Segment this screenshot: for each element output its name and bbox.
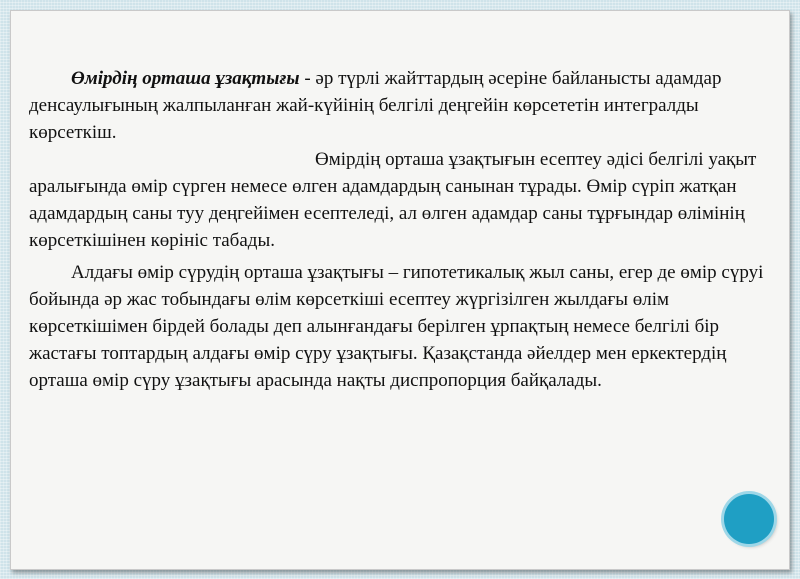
paragraph-life-expectancy-definition [29, 65, 785, 254]
definition-text: - әр түрлі жайттардың әсеріне байланысты адамдар денсаулығының жалпыланған жай-күйінің белгілі деңгейін көрсететін интегралды көрсеткіш. [29, 68, 722, 143]
content-panel [10, 10, 790, 570]
term-life-expectancy: Өмірдің орташа ұзақтығы [71, 68, 300, 89]
method-text: Өмірдің орташа ұзақтығын есептеу әдісі белгілі уақыт аралығында өмір сүрген немесе өлген адамдардың санынан тұрады. Өмір сүріп жатқан адамдардың саны туу деңгейімен есептеледі, ал өлген адамдар саны тұрғындар өлімінің көрсеткішінен көрініс табады. [29, 149, 757, 251]
slide-body [29, 65, 785, 394]
decorative-circle-icon [724, 494, 774, 544]
future-life-expectancy-text: Алдағы өмір сүрудің орташа ұзақтығы – гипотетикалық жыл саны, егер де өмір сүруі бойында әр жас тобындағы өлім көрсеткіші есептеу жүргізілген жылдағы өлім көрсеткішімен бірдей болады деп алынғандағы берілген ұрпақтың немесе белгілі бір жастағы топтардың алдағы өмір сүру ұзақтығы. Қазақстанда әйелдер мен еркектердің орташа өмір сүру ұзақтығы арасында нақты диспропорция байқалады. [29, 262, 764, 391]
paragraph-future-life-expectancy [29, 259, 785, 394]
